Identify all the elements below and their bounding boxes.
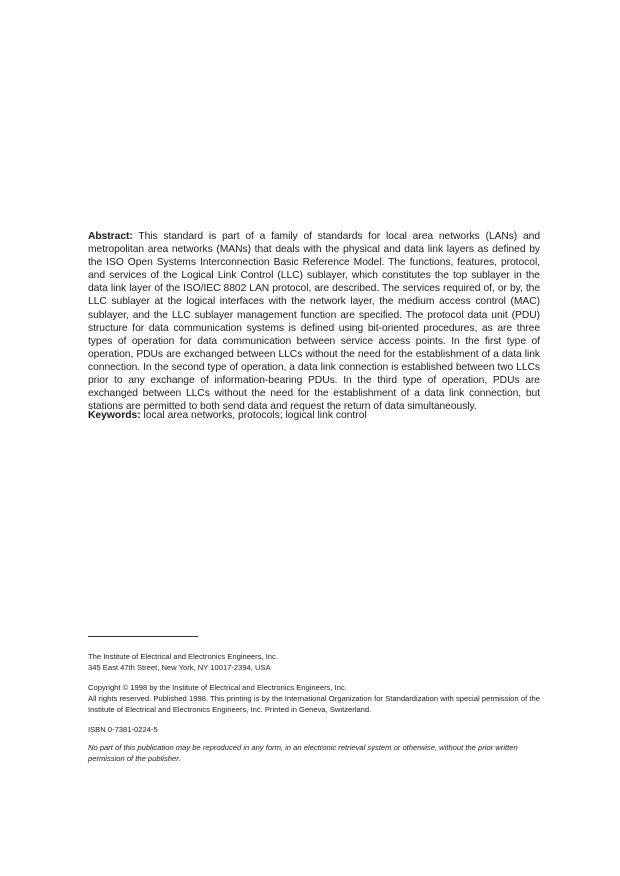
keywords-paragraph (88, 409, 540, 422)
publisher-address: 345 East 47th Street, New York, NY 10017-2394, USA (88, 662, 271, 672)
publisher-block (88, 652, 540, 673)
publisher-name: The Institute of Electrical and Electronics Engineers, Inc. (88, 652, 278, 661)
keywords-label: Keywords: (88, 410, 141, 421)
rights-statement: All rights reserved. Published 1998. This printing is by the International Organization for Standardization with special permission of the Institute of Electrical and Electronics Engineers, Inc. Printed in Geneva, Switzerland. (88, 694, 540, 714)
footnote-divider (88, 636, 198, 637)
keywords-text: local area networks, protocols; logical link control (143, 410, 367, 421)
reproduction-notice: No part of this publication may be reproduced in any form, in an electronic retrieval system or otherwise, without the prior written permission of the publisher. (88, 743, 518, 763)
abstract-paragraph (88, 230, 540, 413)
copyright-line: Copyright © 1998 by the Institute of Electrical and Electronics Engineers, Inc. (88, 683, 347, 692)
abstract-text: This standard is part of a family of standards for local area networks (LANs) and metropolitan area networks (MANs) that deals with the physical and data link layers as defined by the ISO Open Systems Interconnection Basic Reference Model. The functions, features, protocol, and services of the Logical Link Control (LLC) sublayer, which constitutes the top sublayer in the data link layer of the ISO/IEC 8802 LAN protocol, are described. The services required of, or by, the LLC sublayer at the logical interfaces with the network layer, the medium access control (MAC) sublayer, and the LLC sublayer management function are specified. The protocol data unit (PDU) structure for data communication systems is defined using bit-oriented procedures, as are three types of operation for data communication between service access points. In the first type of operation, PDUs are exchanged between LLCs without the need for the establishment of a data link connection. In the second type of operation, a data link connection is established between two LLCs prior to any exchange of information-bearing PDUs. In the third type of operation, PDUs are exchanged between LLCs without the need for the establishment of a data link connection, but stations are permitted to both send data and request the return of data simultaneously. (88, 231, 541, 413)
abstract-label: Abstract: (88, 231, 133, 242)
isbn-line: ISBN 0-7381-0224-5 (88, 725, 158, 734)
